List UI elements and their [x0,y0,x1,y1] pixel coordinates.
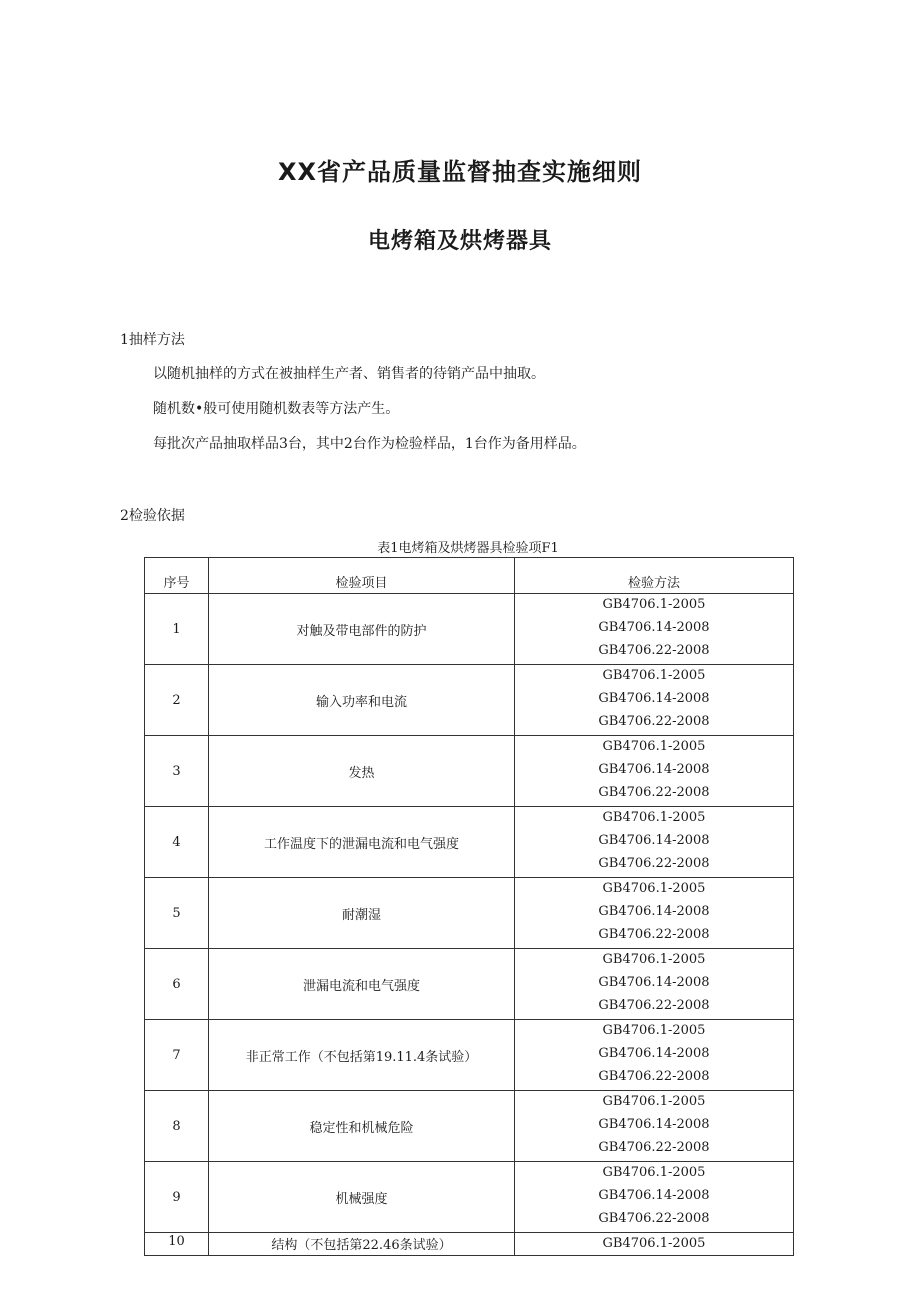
document-subtitle: 电烤箱及烘烤器具 [367,229,552,254]
table-row [145,878,794,949]
header-method: 检验方法 [515,558,794,594]
method-standard: GB4706.1-2005 [602,810,706,825]
method-standard: GB4706.14-2008 [598,904,710,919]
method-standard: GB4706.22-2008 [598,998,710,1013]
method-standard: GB4706.22-2008 [598,927,710,942]
inspection-item: 工作温度下的泄漏电流和电气强度 [209,807,515,878]
inspection-item: 泄漏电流和电气强度 [209,949,515,1020]
method-standard: GB4706.14-2008 [598,833,710,848]
method-standard: GB4706.1-2005 [602,668,706,683]
inspection-methods [515,594,794,665]
table-row [145,1020,794,1091]
inspection-methods [515,878,794,949]
section-heading-basis: 2检验依据 [120,508,185,524]
method-standard: GB4706.1-2005 [602,881,706,896]
method-standard: GB4706.22-2008 [598,1069,710,1084]
inspection-item: 机械强度 [209,1162,515,1233]
inspection-items-table [144,557,794,1256]
row-number: 4 [145,807,209,878]
inspection-item: 输入功率和电流 [209,665,515,736]
inspection-methods [515,665,794,736]
method-standard: GB4706.1-2005 [602,1165,706,1180]
inspection-methods [515,949,794,1020]
header-item: 检验项目 [209,558,515,594]
table-row [145,1162,794,1233]
method-standard: GB4706.22-2008 [598,1211,710,1226]
inspection-methods [515,1091,794,1162]
method-standard: GB4706.1-2005 [602,1094,706,1109]
method-standard: GB4706.1-2005 [602,597,706,612]
inspection-item: 结构（不包括第22.46条试验） [209,1233,515,1256]
table-row [145,949,794,1020]
method-standard: GB4706.22-2008 [598,856,710,871]
inspection-methods [515,736,794,807]
table-row [145,594,794,665]
method-standard: GB4706.1-2005 [602,1023,706,1038]
method-standard: GB4706.14-2008 [598,975,710,990]
paragraph: 以随机抽样的方式在被抽样生产者、销售者的待销产品中抽取。 [153,366,545,382]
method-standard: GB4706.22-2008 [598,643,710,658]
row-number: 3 [145,736,209,807]
inspection-item: 稳定性和机械危险 [209,1091,515,1162]
inspection-item: 发热 [209,736,515,807]
method-standard: GB4706.1-2005 [602,739,706,754]
inspection-methods [515,1233,794,1256]
inspection-methods [515,807,794,878]
method-standard: GB4706.14-2008 [598,691,710,706]
table-caption: 表1电烤箱及烘烤器具检验项F1 [377,541,559,556]
row-number: 2 [145,665,209,736]
method-standard: GB4706.14-2008 [598,1117,710,1132]
inspection-methods [515,1020,794,1091]
method-standard: GB4706.22-2008 [598,1140,710,1155]
row-number: 10 [145,1233,209,1256]
paragraph: 每批次产品抽取样品3台，其中2台作为检验样品，1台作为备用样品。 [153,436,586,452]
table-row [145,736,794,807]
row-number: 6 [145,949,209,1020]
method-standard: GB4706.1-2005 [602,1236,706,1251]
inspection-item: 耐潮湿 [209,878,515,949]
table-header-row [145,558,794,594]
inspection-methods [515,1162,794,1233]
method-standard: GB4706.22-2008 [598,785,710,800]
method-standard: GB4706.14-2008 [598,620,710,635]
row-number: 7 [145,1020,209,1091]
row-number: 9 [145,1162,209,1233]
method-standard: GB4706.22-2008 [598,714,710,729]
document-title: XX省产品质量监督抽查实施细则 [277,158,642,186]
table-row [145,1233,794,1256]
header-no: 序号 [145,558,209,594]
method-standard: GB4706.14-2008 [598,762,710,777]
method-standard: GB4706.14-2008 [598,1188,710,1203]
row-number: 5 [145,878,209,949]
table-row [145,1091,794,1162]
row-number: 8 [145,1091,209,1162]
inspection-item: 非正常工作（不包括第19.11.4条试验） [209,1020,515,1091]
table-row [145,665,794,736]
paragraph: 随机数•般可使用随机数表等方法产生。 [153,401,400,417]
section-heading-sampling: 1抽样方法 [120,332,185,348]
inspection-item: 对触及带电部件的防护 [209,594,515,665]
table-row [145,807,794,878]
method-standard: GB4706.14-2008 [598,1046,710,1061]
method-standard: GB4706.1-2005 [602,952,706,967]
row-number: 1 [145,594,209,665]
